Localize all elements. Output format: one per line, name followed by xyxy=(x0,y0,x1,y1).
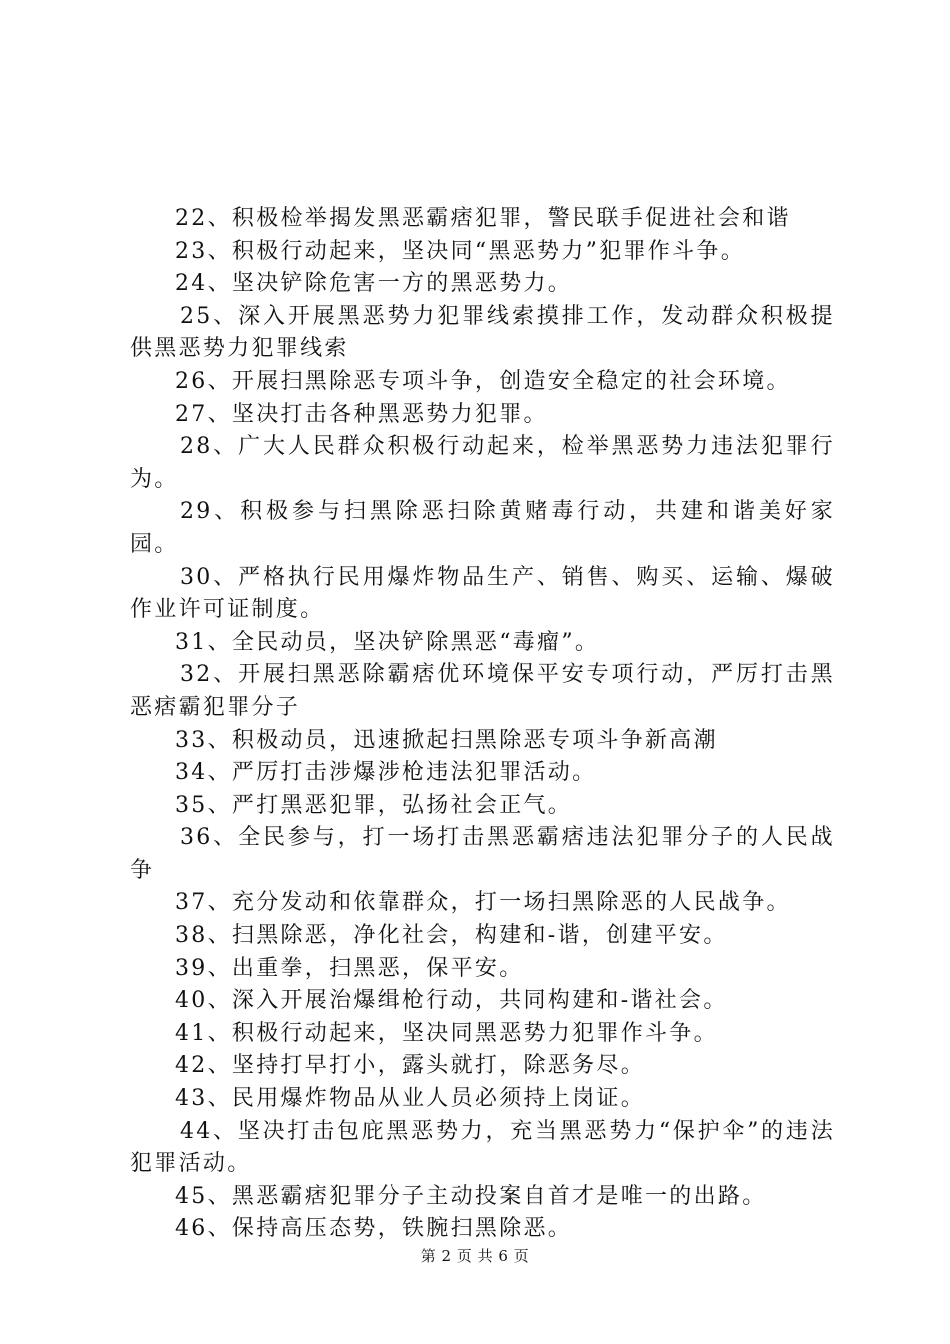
paragraph-32: 32、开展扫黑恶除霸痞优环境保平安专项行动，严厉打击黑恶痞霸犯罪分子 xyxy=(130,662,835,720)
paragraph-27: 27、坚决打击各种黑恶势力犯罪。 xyxy=(175,401,548,427)
paragraph-38: 38、扫黑除恶，净化社会，构建和-谐，创建平安。 xyxy=(175,923,728,949)
paragraph-29: 29、积极参与扫黑除恶扫除黄赌毒行动，共建和谐美好家园。 xyxy=(130,499,835,557)
paragraph-42: 42、坚持打早打小，露头就打，除恶务尽。 xyxy=(175,1053,645,1079)
paragraph-26: 26、开展扫黑除恶专项斗争，创造安全稳定的社会环境。 xyxy=(175,368,791,394)
paragraph-33: 33、积极动员，迅速掀起扫黑除恶专项斗争新高潮 xyxy=(175,727,718,753)
paragraph-23: 23、积极行动起来，坚决同“黑恶势力”犯罪作斗争。 xyxy=(175,238,745,264)
paragraph-43: 43、民用爆炸物品从业人员必须持上岗证。 xyxy=(175,1086,645,1112)
paragraph-39: 39、出重拳，扫黑恶，保平安。 xyxy=(175,955,524,981)
paragraph-30: 30、严格执行民用爆炸物品生产、销售、购买、运输、爆破作业许可证制度。 xyxy=(130,564,835,623)
paragraph-31: 31、全民动员，坚决铲除黑恶“毒瘤”。 xyxy=(175,629,600,655)
paragraph-36: 36、全民参与，打一场打击黑恶霸痞违法犯罪分子的人民战争 xyxy=(130,825,835,883)
paragraph-46: 46、保持高压态势，铁腕扫黑除恶。 xyxy=(175,1216,573,1242)
paragraph-41: 41、积极行动起来，坚决同黑恶势力犯罪作斗争。 xyxy=(175,1020,718,1046)
page-number-footer: 第 2 页 共 6 页 xyxy=(420,1247,530,1265)
document-body xyxy=(130,203,835,1246)
paragraph-45: 45、黑恶霸痞犯罪分子主动投案自首才是唯一的出路。 xyxy=(175,1183,767,1209)
paragraph-37: 37、充分发动和依靠群众，打一场扫黑除恶的人民战争。 xyxy=(175,890,791,916)
paragraph-40: 40、深入开展治爆缉枪行动，共同构建和-谐社会。 xyxy=(175,988,728,1014)
paragraph-24: 24、坚决铲除危害一方的黑恶势力。 xyxy=(175,271,573,297)
paragraph-34: 34、严厉打击涉爆涉枪违法犯罪活动。 xyxy=(175,760,597,786)
paragraph-28: 28、广大人民群众积极行动起来，检举黑恶势力违法犯罪行为。 xyxy=(130,434,835,492)
paragraph-25: 25、深入开展黑恶势力犯罪线索摸排工作，发动群众积极提供黑恶势力犯罪线索 xyxy=(130,303,835,362)
paragraph-22: 22、积极检举揭发黑恶霸痞犯罪，警民联手促进社会和谐 xyxy=(175,206,791,231)
paragraph-44: 44、坚决打击包庇黑恶势力，充当黑恶势力“保护伞”的违法犯罪活动。 xyxy=(130,1118,835,1177)
paragraph-35: 35、严打黑恶犯罪，弘扬社会正气。 xyxy=(175,792,573,818)
